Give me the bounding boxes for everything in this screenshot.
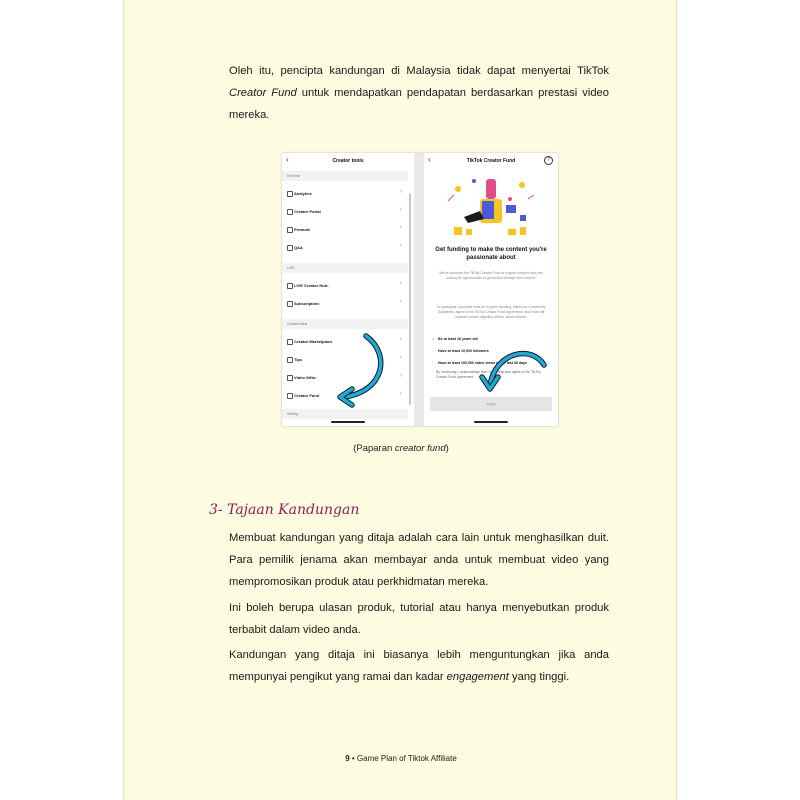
- chevron-right-icon: ›: [399, 224, 402, 231]
- section-general: General: [282, 171, 408, 181]
- menu-item-creator-marketplace[interactable]: Creator Marketplace ›: [282, 333, 408, 350]
- chevron-right-icon: ›: [399, 188, 402, 195]
- creator-fund-title: TikTok Creator Fund: [466, 158, 516, 164]
- agreement-text[interactable]: By continuing, I acknowledge that I have read and agree to the TikTok Creator Fund Agreement.: [436, 370, 541, 379]
- section-live: LIVE: [282, 263, 408, 273]
- section-heading: 3- Tajaan Kandungan: [209, 502, 360, 518]
- curved-arrow-left: [282, 153, 414, 426]
- menu-item-qa[interactable]: Q&A ›: [282, 239, 408, 256]
- criteria-item: · Have at least 100,000 video views in the last 30 days: [432, 361, 528, 365]
- menu-item-analytics[interactable]: Analytics ›: [282, 185, 408, 202]
- chevron-right-icon: ›: [399, 242, 402, 249]
- eligibility-text: To participate, accounts must be in good standing, follow our Community Guidelines, agree to the TikTok Creator Fund Agreement, and must still maintain certain eligibility criteria, which include:: [436, 305, 546, 319]
- chevron-right-icon: ›: [399, 354, 402, 361]
- section-paragraph-3: Kandungan yang ditaja ini biasanya lebih menguntungkan jika anda mempunyai pengikut yang ramai dan kadar engagement yang tinggi.: [229, 649, 609, 683]
- menu-item-live-creator-hub[interactable]: LIVE Creator Hub• ›: [282, 277, 408, 294]
- menu-item-video-gifts[interactable]: Video Gifts• ›: [282, 369, 408, 386]
- intro-text-1: Oleh itu, pencipta kandungan di Malaysia tidak dapat menyertai TikTok: [229, 65, 609, 77]
- section-setting: Setting: [282, 409, 408, 419]
- page-footer: 9 • Game Plan of Tiktok Affiliate: [345, 754, 457, 763]
- funding-heading: Get funding to make the content you're passionate about: [435, 247, 547, 261]
- creator-tools-title: Creator tools: [332, 158, 364, 164]
- criteria-item: ✓ Be at least 18 years old: [432, 337, 478, 341]
- section-creator-next: Creator Next: [282, 319, 408, 329]
- chevron-right-icon: ›: [399, 280, 402, 287]
- apply-button[interactable]: Apply: [430, 397, 552, 411]
- back-chevron-icon[interactable]: ‹: [428, 155, 431, 164]
- creator-fund-screen: [424, 153, 558, 426]
- fund-description: We've launched the TikTok Creator Fund to support creators who are looking for opportunities to get funded through their content.: [439, 271, 543, 280]
- figure-caption: (Paparan creator fund): [353, 443, 449, 454]
- creator-fund-screenshot: [282, 153, 558, 426]
- footer-title: Game Plan of Tiktok Affiliate: [356, 754, 457, 763]
- section-paragraph-2: Ini boleh berupa ulasan produk, tutorial atau hanya menyebutkan produk terbabit dalam video anda.: [229, 602, 609, 636]
- chevron-right-icon: ›: [399, 336, 402, 343]
- menu-item-creator-portal[interactable]: Creator Portal ›: [282, 203, 408, 220]
- menu-item-subscription[interactable]: Subscription• ›: [282, 295, 408, 312]
- page-number: 9: [345, 754, 350, 763]
- intro-text-2: untuk mendapatkan pendapatan berdasarkan prestasi video mereka.: [229, 87, 609, 121]
- menu-item-tips[interactable]: Tips ›: [282, 351, 408, 368]
- menu-item-creator-fund[interactable]: Creator Fund ›: [282, 387, 408, 404]
- intro-emphasis: Creator Fund: [229, 87, 297, 99]
- document-page: [123, 0, 677, 800]
- menu-item-promote[interactable]: Promote ›: [282, 221, 408, 238]
- chevron-right-icon: ›: [399, 206, 402, 213]
- curved-arrow-right: [424, 153, 558, 426]
- intro-paragraph: [229, 60, 609, 126]
- chevron-right-icon: ›: [399, 390, 402, 397]
- help-icon[interactable]: ?: [544, 156, 553, 165]
- criteria-item: · Have at least 10,000 followers: [432, 349, 489, 353]
- chevron-right-icon: ›: [399, 298, 402, 305]
- back-chevron-icon[interactable]: ‹: [286, 155, 289, 164]
- creator-tools-screen: [282, 153, 414, 426]
- chevron-right-icon: ›: [399, 372, 402, 379]
- section-paragraph-1: Membuat kandungan yang ditaja adalah cara lain untuk menghasilkan duit. Para pemilik jenama akan membayar anda untuk membuat video yang mempromosikan produk atau perkhidmatan mereka.: [229, 532, 609, 588]
